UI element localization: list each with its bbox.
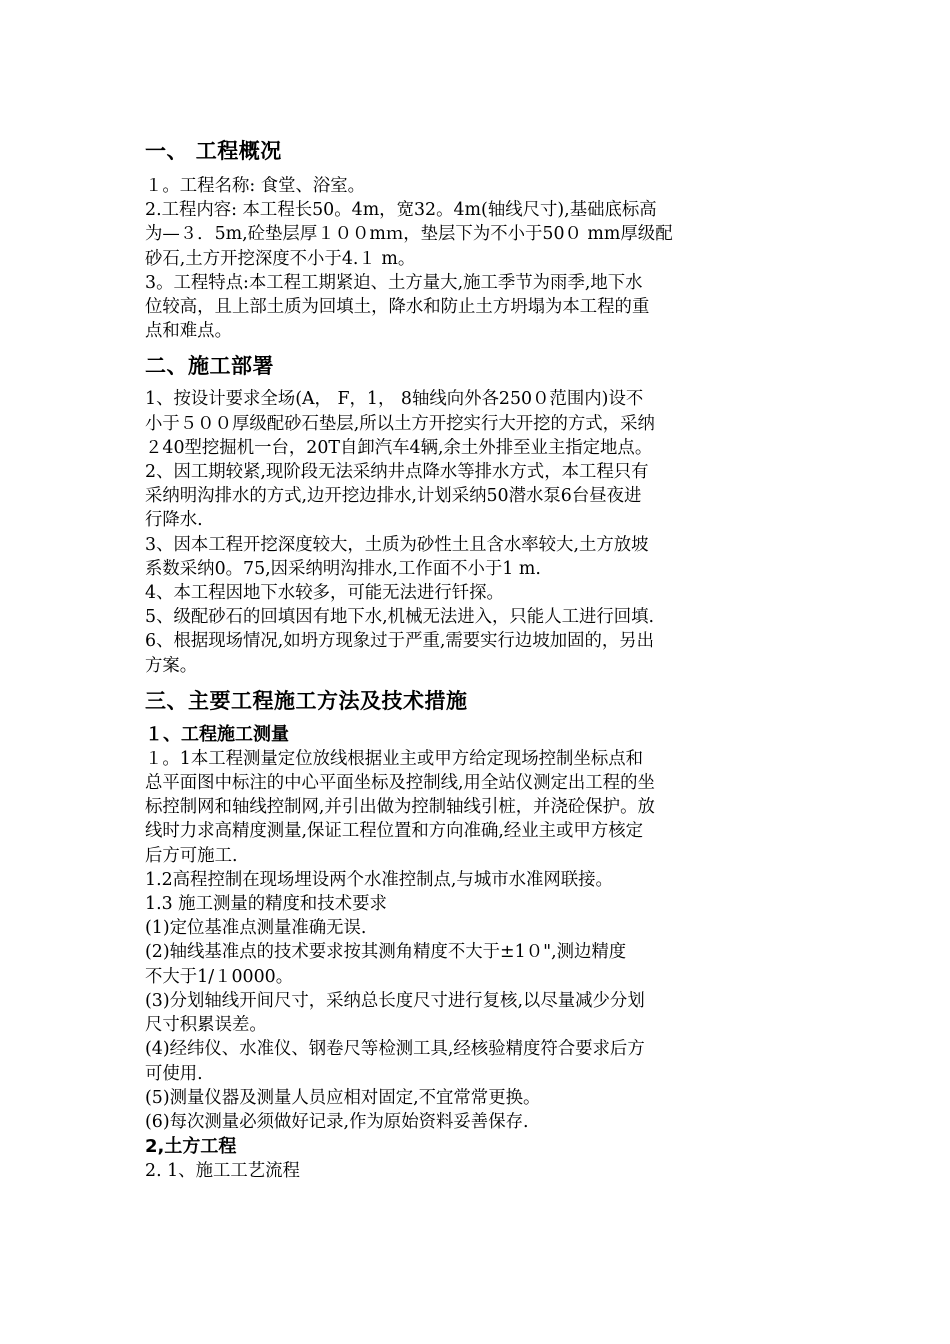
paragraph [145,940,815,988]
paragraph [145,460,815,533]
spacer [145,343,815,351]
text-line: 小于５００厚级配砂石垫层,所以土方开挖实行大开挖的方式，采纳 [145,413,655,434]
text-line: 1、按设计要求全场(A， F，1， 8轴线向外各250０范围内)设不 [145,389,644,410]
text-line: 6、根据现场情况,如坍方现象过于严重,需要实行边坡加固的，另出 [145,631,655,652]
text-line: 1.2高程控制在现场埋设两个水准控制点,与城市水准网联接。 [145,869,613,890]
text-line: (6)每次测量必须做好记录,作为原始资料妥善保存. [145,1111,529,1132]
text-line: (4)经纬仪、水准仪、钢卷尺等检测工具,经核验精度符合要求后方 [145,1039,645,1060]
text-line: 1.3 施工测量的精度和技术要求 [145,894,387,915]
text-line: 采纳明沟排水的方式,边开挖边排水,计划采纳50潜水泵6台昼夜进 [145,486,642,507]
text-line: １。1本工程测量定位放线根据业主或甲方给定现场控制坐标点和 [145,748,644,769]
text-line: 可使用. [145,1063,203,1084]
text-line: 尺寸积累误差。 [145,1015,267,1036]
text-line: 2、因工期较紧,现阶段无法采纳井点降水等排水方式，本工程只有 [145,462,649,483]
text-line: 标控制网和轴线控制网,并引出做为控制轴线引桩，并浇砼保护。放 [145,797,655,818]
text-line: 砂石,土方开挖深度不小于4.１ m。 [145,248,416,269]
text-line: 后方可施工. [145,845,238,866]
paragraph [145,868,815,892]
paragraph [145,174,815,198]
paragraph [145,271,815,344]
subsection-heading: １、工程施工测量 [145,723,289,745]
section-heading: 一、 工程概况 [145,139,282,163]
paragraph [145,747,815,868]
text-line: 不大于1/１0000。 [145,966,294,987]
text-line: (2)轴线基准点的技术要求按其测角精度不大于±1０",测边精度 [145,942,627,963]
text-line: 总平面图中标注的中心平面坐标及控制线,用全站仪测定出工程的坐 [145,773,655,794]
paragraph [145,198,815,271]
text-line: (5)测量仪器及测量人员应相对固定,不宜常常更换。 [145,1087,541,1108]
paragraph [145,1110,815,1134]
paragraph [145,629,815,677]
text-line: 4、本工程因地下水较多，可能无法进行钎探。 [145,583,504,604]
text-line: 2.工程内容: 本工程长50。4m，宽32。4m(轴线尺寸),基础底标高 [145,200,657,221]
section-heading: 二、施工部署 [145,354,274,379]
text-line: 5、级配砂石的回填因有地下水,机械无法进入，只能人工进行回填. [145,607,655,628]
text-line: 3。工程特点:本工程工期紧迫、土方量大,施工季节为雨季,地下水 [145,272,643,293]
spacer [145,678,815,686]
text-line: 方案。 [145,655,198,676]
paragraph [145,916,815,940]
text-line: 线时力求高精度测量,保证工程位置和方向准确,经业主或甲方核定 [145,821,643,842]
spacer [145,166,815,174]
text-line: 点和难点。 [145,321,232,342]
text-line: (1)定位基准点测量准确无误. [145,918,367,939]
section-heading: 三、主要工程施工方法及技术措施 [145,688,468,713]
paragraph [145,989,815,1037]
paragraph [145,1159,815,1183]
paragraph [145,605,815,629]
text-line: 位较高，且上部土质为回填土，降水和防止土方坍塌为本工程的重 [145,297,650,318]
document-body [145,136,815,1183]
text-line: 为—３．5m,砼垫层厚１００mｍ，垫层下为不小于50０ mm厚级配 [145,224,673,245]
text-line: １。工程名称: 食堂、浴室。 [145,176,366,196]
text-line: 3、因本工程开挖深度较大，土质为砂性土且含水率较大,土方放坡 [145,534,649,555]
text-line: 2. 1、施工工艺流程 [145,1161,300,1182]
text-line: 系数采纳0。75,因采纳明沟排水,工作面不小于1 m. [145,558,541,579]
paragraph [145,387,815,460]
paragraph [145,533,815,581]
text-line: 行降水. [145,510,203,531]
paragraph [145,892,815,916]
paragraph [145,1037,815,1085]
text-line: (3)分划轴线开间尺寸，采纳总长度尺寸进行复核,以尽量减少分划 [145,990,645,1011]
text-line: ２40型挖掘机一台，20T自卸汽车4辆,余土外排至业主指定地点。 [145,437,653,458]
paragraph [145,581,815,605]
paragraph [145,1086,815,1110]
subsection-heading: 2,土方工程 [145,1136,237,1158]
